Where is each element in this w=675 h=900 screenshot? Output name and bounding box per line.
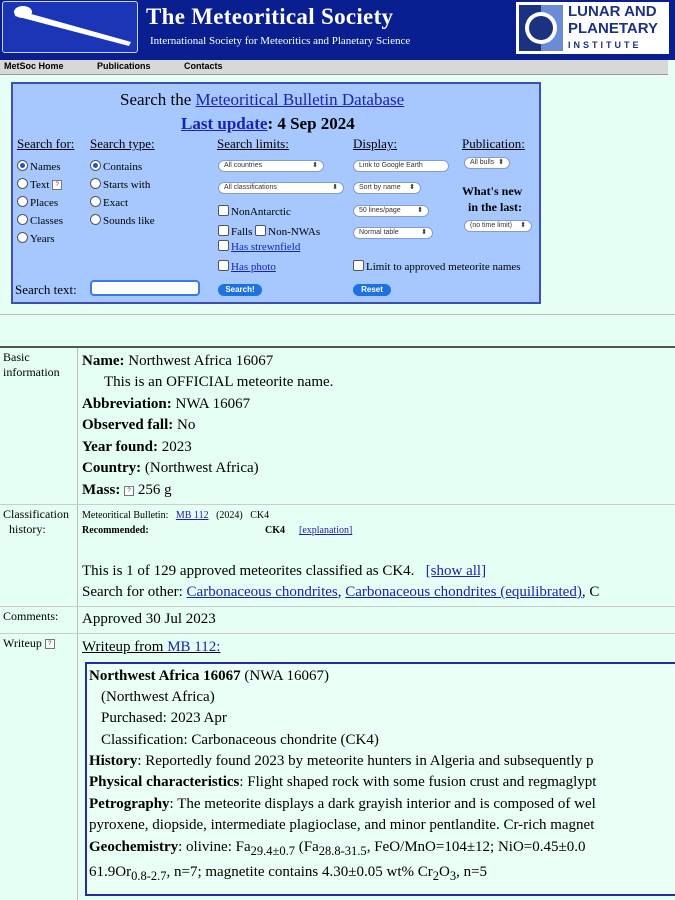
checkbox-non-nwas[interactable] [255, 225, 266, 236]
society-subtitle: International Society for Meteoritics and Planetary Science [150, 35, 411, 47]
radio-contains[interactable]: Contains [90, 160, 142, 173]
radio-sounds-like-control[interactable] [90, 214, 101, 225]
lpi-emblem-icon [516, 2, 566, 54]
search-heading: Search the Meteoritical Bulletin Database [120, 90, 405, 109]
reset-button[interactable]: Reset [353, 284, 391, 296]
updown-icon: ⬍ [312, 162, 318, 169]
strewnfield-link[interactable]: Has strewnfield [231, 241, 301, 253]
recommended-class: CK4 [265, 525, 285, 536]
radio-names-control[interactable] [17, 160, 28, 171]
updown-icon: ⬍ [498, 159, 504, 166]
whats-new-line-1: What's new [462, 184, 523, 198]
lpi-line-2: PLANETARY [568, 20, 658, 37]
writeup-title: Northwest Africa 16067 (NWA 16067) [89, 668, 329, 684]
comments-label: Comments: [0, 607, 78, 633]
radio-starts-with-control[interactable] [90, 178, 101, 189]
classification-label: Classification history: [0, 505, 78, 606]
has-photo-link[interactable]: Has photo [231, 261, 276, 273]
updown-icon: ⬍ [332, 184, 338, 191]
approved-count: This is 1 of 129 approved meteorites classified as CK4. [show all] [82, 563, 487, 579]
writeup-box [85, 662, 675, 896]
writeup-label: Writeup ? [0, 634, 78, 900]
abbreviation: Abbreviation: NWA 16067 [82, 396, 251, 412]
radio-places[interactable]: Places [17, 196, 58, 209]
check-strewnfield[interactable] [218, 240, 300, 253]
publication-label: Publication: [462, 136, 525, 151]
divider [0, 314, 675, 315]
mb-112-link[interactable]: MB 112 [175, 510, 209, 521]
search-limits-label: Search limits: [217, 136, 289, 151]
nav-publications[interactable]: Publications [97, 61, 151, 71]
radio-starts-with[interactable]: Starts with [90, 178, 150, 191]
show-all-link[interactable]: [show all] [425, 563, 487, 579]
check-has-photo[interactable] [218, 260, 276, 273]
checkbox-falls[interactable] [218, 225, 229, 236]
database-link[interactable]: Meteoritical Bulletin Database [195, 90, 405, 109]
classifications-select[interactable]: All classifications ⬍ [218, 182, 344, 194]
search-for-label: Search for: [17, 136, 75, 151]
writeup-history: History: Reportedly found 2023 by meteorite hunters in Algeria and subsequently p [89, 753, 594, 769]
writeup-geochemistry-cont: $61.9Or_{0.8-2.7}$, n=7; magnetite contains 4.30±0.05 wt% $Cr_2O_3$, n=5 [89, 864, 488, 883]
writeup-geochemistry: Geochemistry: olivine: $Fa_{29.4\pm 0.7}$ ($Fa_{28.8-31.5}$, FeO/MnO=104±12; NiO=0.45±0.0 [89, 839, 586, 858]
nav-contacts[interactable]: Contacts [184, 61, 223, 71]
official-name-note: This is an OFFICIAL meteorite name. [104, 374, 334, 390]
basic-info-label: Basic information [0, 348, 78, 504]
checkbox-limit-approved[interactable] [353, 260, 364, 271]
radio-sounds-like[interactable]: Sounds like [90, 214, 155, 227]
checkbox-strewnfield[interactable] [218, 240, 229, 251]
search-other: Search for other: Carbonaceous chondrites, Carbonaceous chondrites (equilibrated), C [82, 584, 600, 600]
updown-icon: ⬍ [417, 207, 423, 214]
help-icon[interactable]: ? [52, 180, 62, 190]
checkbox-nonantarctic[interactable] [218, 205, 229, 216]
check-limit-approved[interactable]: Limit to approved meteorite names [353, 260, 521, 273]
lpi-line-1: LUNAR AND [568, 3, 657, 20]
table-style-select[interactable]: Normal table ⬍ [353, 227, 433, 239]
society-title[interactable]: The Meteoritical Society [146, 4, 394, 29]
last-update-link[interactable]: Last update [181, 114, 268, 133]
help-icon[interactable]: ? [124, 486, 134, 496]
lines-per-page-select[interactable]: 50 lines/page ⬍ [353, 205, 429, 217]
whats-new-line-2: in the last: [468, 200, 522, 214]
radio-contains-control[interactable] [90, 160, 101, 171]
sort-select[interactable]: Sort by name ⬍ [353, 182, 421, 194]
radio-exact-control[interactable] [90, 196, 101, 207]
search-panel [11, 82, 541, 304]
radio-names[interactable]: Names [17, 160, 61, 173]
updown-icon: ⬍ [421, 229, 427, 236]
comments-value: Approved 30 Jul 2023 [82, 611, 216, 627]
carbonaceous-equilibrated-link[interactable]: Carbonaceous chondrites (equilibrated) [345, 584, 582, 600]
meteor-logo[interactable] [2, 1, 138, 53]
top-nav [0, 60, 668, 75]
year-found: Year found: 2023 [82, 439, 192, 455]
writeup-petrography-cont: pyroxene, diopside, intermediate plagioclase, and minor pentlandite. Cr-rich magnet [89, 817, 595, 833]
writeup-purchased: Purchased: 2023 Apr [101, 710, 227, 726]
writeup-physical: Physical characteristics: Flight shaped rock with some fusion crust and regmaglypt [89, 774, 597, 790]
search-type-label: Search type: [90, 136, 155, 151]
radio-years[interactable]: Years [17, 232, 55, 245]
writeup-from: Writeup from MB 112: [82, 639, 221, 655]
mass: Mass: ? 256 g [82, 482, 172, 498]
writeup-classification: Classification: Carbonaceous chondrite (CK4) [101, 732, 379, 748]
nav-metsoc-home[interactable]: MetSoc Home [4, 61, 64, 71]
lpi-logo[interactable] [516, 2, 669, 54]
last-update: Last update: 4 Sep 2024 [181, 114, 355, 133]
lpi-line-3: INSTITUTE [568, 40, 642, 50]
carbonaceous-link[interactable]: Carbonaceous chondrites [186, 584, 338, 600]
writeup-petrography: Petrography: The meteorite displays a dark grayish interior and is composed of wel [89, 796, 596, 812]
comments-row [0, 607, 675, 634]
meteorite-name: Name: Northwest Africa 16067 [82, 353, 274, 369]
recommended-label: Recommended: [82, 525, 149, 536]
time-limit-select[interactable]: (no time limit) ⬍ [464, 220, 532, 232]
radio-classes-control[interactable] [17, 214, 28, 225]
radio-places-control[interactable] [17, 196, 28, 207]
meteor-logo-icon [3, 2, 137, 52]
writeup-country: (Northwest Africa) [101, 689, 215, 705]
basic-info-row [0, 348, 675, 505]
help-icon[interactable]: ? [45, 639, 55, 649]
country: Country: (Northwest Africa) [82, 460, 259, 476]
header-banner [0, 0, 675, 60]
check-nonantarctic[interactable]: NonAntarctic [218, 205, 291, 218]
display-link-select[interactable]: Link to Google Earth [353, 160, 449, 172]
mb-classification: Meteoritical Bulletin: MB 112 (2024) CK4 [82, 510, 270, 521]
updown-icon: ⬍ [520, 222, 526, 229]
writeup-mb-112-link[interactable]: MB 112: [167, 639, 221, 655]
search-text-input[interactable] [90, 280, 200, 296]
countries-select[interactable]: All countries ⬍ [218, 160, 324, 172]
search-text-label: Search text: [15, 282, 77, 297]
publication-select[interactable]: All bulls ⬍ [464, 157, 510, 169]
radio-classes[interactable]: Classes [17, 214, 63, 227]
check-falls[interactable]: Falls Non-NWAs [218, 225, 320, 238]
radio-exact[interactable]: Exact [90, 196, 128, 209]
updown-icon: ⬍ [409, 184, 415, 191]
explanation-link[interactable]: [explanation] [299, 525, 353, 536]
search-button[interactable]: Search! [218, 284, 262, 296]
radio-text-control[interactable] [17, 178, 28, 189]
display-label: Display: [353, 136, 398, 151]
classification-row [0, 505, 675, 607]
checkbox-has-photo[interactable] [218, 260, 229, 271]
radio-text[interactable]: Text ? [17, 178, 62, 191]
observed-fall: Observed fall: No [82, 417, 196, 433]
radio-years-control[interactable] [17, 232, 28, 243]
